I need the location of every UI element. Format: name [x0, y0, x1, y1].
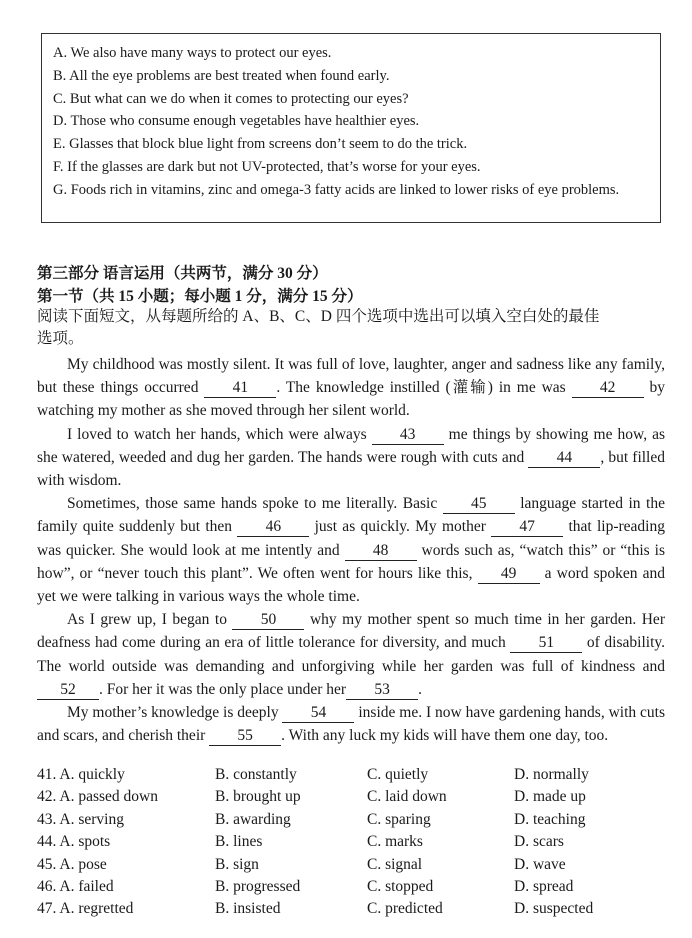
- option-d: D. Those who consume enough vegetables have healthier eyes.: [53, 113, 420, 130]
- option-f: F. If the glasses are dark but not UV-protected, that’s worse for your eyes.: [53, 158, 481, 175]
- text: .: [418, 680, 422, 698]
- choice-d[interactable]: D. spread: [514, 877, 574, 895]
- blank-54[interactable]: 54: [282, 704, 354, 723]
- choice-a[interactable]: 45. A. pose: [37, 855, 107, 873]
- choice-b[interactable]: B. sign: [215, 855, 259, 873]
- passage: [37, 353, 665, 747]
- options-box: [41, 33, 661, 223]
- choice-a[interactable]: 43. A. serving: [37, 810, 124, 828]
- blank-55[interactable]: 55: [209, 727, 281, 746]
- blank-53[interactable]: 53: [346, 681, 418, 700]
- choice-c[interactable]: C. predicted: [367, 900, 443, 918]
- blank-52[interactable]: 52: [37, 681, 99, 700]
- instruction: [37, 306, 667, 350]
- option-a: A. We also have many ways to protect our eyes.: [53, 45, 332, 61]
- text: me things by showing me how, as she watered, weeded and dug her garden. The hands were rough with cuts and: [37, 425, 665, 466]
- blank-42[interactable]: 42: [572, 379, 644, 398]
- text: that lip-reading was quicker. She would look at me intently and: [37, 518, 665, 559]
- text: I loved to watch her hands, which were always: [67, 425, 372, 443]
- text: My mother’s knowledge is deeply: [67, 704, 283, 722]
- choice-c[interactable]: C. laid down: [367, 788, 447, 806]
- blank-43[interactable]: 43: [372, 426, 444, 445]
- text: just as quickly. My mother: [309, 518, 492, 536]
- choice-row-47: [37, 900, 677, 922]
- instruction-line-2: 选项。: [37, 330, 84, 347]
- blank-48[interactable]: 48: [345, 542, 417, 561]
- blank-51[interactable]: 51: [510, 634, 582, 653]
- subsection-title: 第一节（共 15 小题；每小题 1 分，满分 15 分）: [37, 288, 363, 305]
- choice-row-43: [37, 811, 677, 833]
- blank-49[interactable]: 49: [478, 565, 540, 584]
- choice-a[interactable]: 46. A. failed: [37, 877, 114, 895]
- text: why my mother spent so much time in her garden. Her deafness had come during an era of little tolerance for diversity, and much: [37, 611, 665, 652]
- blank-45[interactable]: 45: [443, 495, 515, 514]
- choice-row-46: [37, 878, 677, 900]
- choice-a[interactable]: 47. A. regretted: [37, 900, 134, 918]
- choice-d[interactable]: D. scars: [514, 833, 564, 851]
- choice-c[interactable]: C. marks: [367, 833, 423, 851]
- choice-b[interactable]: B. progressed: [215, 877, 301, 895]
- text: . With any luck my kids will have them one day, too.: [281, 727, 609, 745]
- text: Sometimes, those same hands spoke to me literally. Basic: [67, 495, 443, 513]
- text: , but filled with wisdom.: [37, 448, 665, 490]
- choice-b[interactable]: B. brought up: [215, 788, 301, 806]
- choice-c[interactable]: C. quietly: [367, 766, 429, 783]
- instruction-line-1: 阅读下面短文，从每题所给的 A、B、C、D 四个选项中选出可以填入空白处的最佳: [37, 308, 600, 325]
- choice-b[interactable]: B. constantly: [215, 766, 297, 783]
- choice-row-44: [37, 833, 677, 855]
- choice-c[interactable]: C. sparing: [367, 810, 431, 828]
- paragraph-4: [37, 608, 665, 701]
- text: words such as, “watch this” or “this is how”, or “never touch this plant”. We often went for hours like this,: [37, 541, 665, 582]
- text: My childhood was mostly silent. It was full of love, laughter, anger and sadness like any family, but these things occurred: [37, 356, 665, 397]
- blank-46[interactable]: 46: [237, 518, 309, 537]
- text: inside me. I now have gardening hands, with cuts and scars, and cherish their: [37, 704, 665, 745]
- blank-50[interactable]: 50: [232, 611, 304, 630]
- option-e: E. Glasses that block blue light from screens don’t seem to do the trick.: [53, 136, 468, 153]
- text: As I grew up, I began to: [67, 611, 233, 629]
- paragraph-2: [37, 423, 665, 493]
- choice-row-42: [37, 788, 677, 810]
- choice-a[interactable]: 41. A. quickly: [37, 766, 125, 783]
- choice-d[interactable]: D. wave: [514, 855, 566, 873]
- paragraph-1: [37, 353, 665, 423]
- choice-row-41: [37, 766, 677, 788]
- paragraph-5: [37, 701, 665, 747]
- option-b: B. All the eye problems are best treated when found early.: [53, 67, 390, 84]
- text: a word spoken and yet we were talking in various ways the whole time.: [37, 564, 665, 606]
- choice-d[interactable]: D. normally: [514, 766, 589, 783]
- text: of disability. The world outside was demanding and unforgiving while her garden was full of kindness and: [37, 634, 665, 675]
- choice-d[interactable]: D. made up: [514, 788, 586, 806]
- choice-a[interactable]: 42. A. passed down: [37, 788, 158, 806]
- text: . The knowledge instilled (灌输) in me was: [276, 379, 572, 397]
- choice-row-45: [37, 856, 677, 878]
- choice-c[interactable]: C. stopped: [367, 877, 434, 895]
- part-title: 第三部分 语言运用（共两节，满分 30 分）: [37, 265, 328, 282]
- blank-47[interactable]: 47: [491, 518, 563, 537]
- text: by watching my mother as she moved through her silent world.: [37, 379, 666, 420]
- paragraph-3: [37, 492, 665, 608]
- choice-a[interactable]: 44. A. spots: [37, 833, 111, 851]
- option-g: G. Foods rich in vitamins, zinc and omega-3 fatty acids are linked to lower risks of eye problems.: [53, 181, 620, 198]
- text: language started in the family quite suddenly but then: [37, 495, 665, 536]
- blank-41[interactable]: 41: [204, 379, 276, 398]
- blank-44[interactable]: 44: [528, 449, 600, 468]
- choice-b[interactable]: B. insisted: [215, 900, 281, 918]
- option-c: C. But what can we do when it comes to protecting our eyes?: [53, 90, 409, 107]
- choice-d[interactable]: D. teaching: [514, 810, 586, 828]
- choice-d[interactable]: D. suspected: [514, 900, 594, 918]
- choice-b[interactable]: B. awarding: [215, 810, 291, 828]
- choice-c[interactable]: C. signal: [367, 855, 423, 873]
- choice-b[interactable]: B. lines: [215, 833, 263, 851]
- text: . For her it was the only place under her: [99, 680, 347, 698]
- answer-choices: [37, 766, 677, 923]
- section-header: [37, 262, 667, 308]
